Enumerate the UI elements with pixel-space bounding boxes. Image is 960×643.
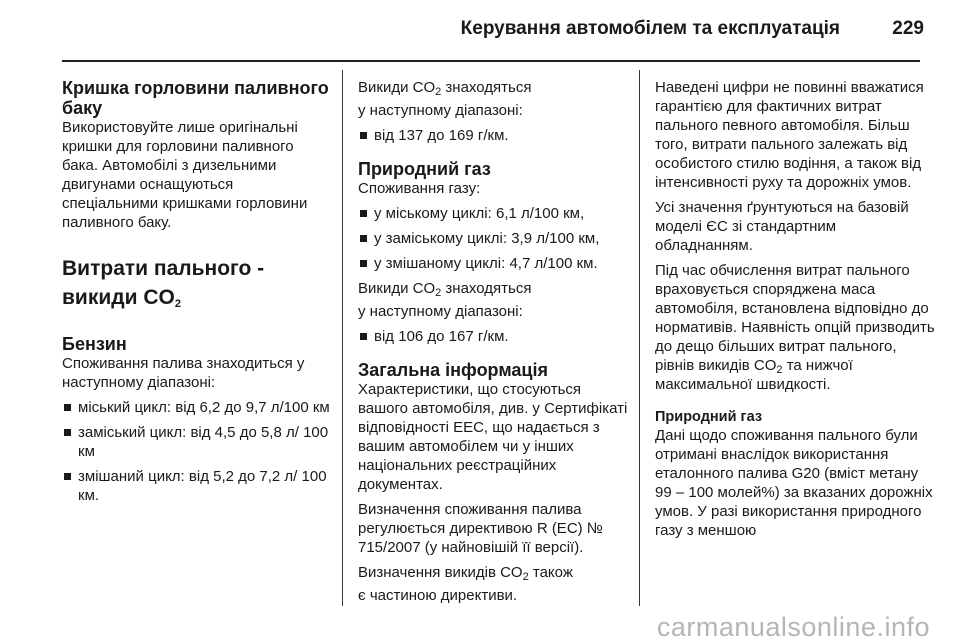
co2-definition: Визначення викидів $CO_2$ також xyxy=(358,564,573,583)
co2-gas-intro-line2: у наступному діапазоні: xyxy=(358,303,523,320)
natgas-heading: Природний газ xyxy=(358,159,491,179)
list-item: міський цикл: від 6,2 до 9,7 л/100 км xyxy=(62,398,332,417)
list-item: від 137 до 169 г/км. xyxy=(358,126,628,145)
co2-petrol-intro: Викиди $CO_2$ знаходяться xyxy=(358,79,532,98)
column-2 xyxy=(358,78,628,605)
natgas-text: Дані щодо споживання пального були отримані внаслідок використання еталонного палива G20 (вміст метану 99 – 100 молей%) за вказаних дорожніх умов. У разі використання природного газу з меншою xyxy=(655,427,933,539)
calculation-text: Під час обчислення витрат пального враховується споряджена маса автомобіля, встановлена відповідно до нормативів. Наявність опцій призводить до дещо більших витрат пального, рівнів викидів $CO_2$ та нижчої максимальної швидкості. xyxy=(655,262,935,393)
directive-text: Визначення споживання палива регулюється директивою R (ЕС) № 715/2007 (у найновішій її версії). xyxy=(358,501,603,556)
co2-definition-line2: є частиною директиви. xyxy=(358,587,518,604)
fuel-cap-text: Використовуйте лише оригінальні кришки для горловини паливного бака. Автомобілі з дизельними двигунами оснащуються спеціальними кришками горловини паливного баку. xyxy=(62,119,308,231)
disclaimer-text: Наведені цифри не повинні вважатися гарантією для фактичних витрат пального певного автомобіля. Більш того, витрати пального залежать від особистого стилю водіння, а також від інтенсивності руху та дорожніх умов. xyxy=(655,79,924,191)
header-rule xyxy=(62,60,920,62)
general-text: Характеристики, що стосуються вашого автомобіля, див. у Сертифікаті відповідності ЕЕС, що надається з вашим автомобілем чи у інших національних реєстраційних документах. xyxy=(358,381,628,493)
list-item: у заміському циклі: 3,9 л/100 км, xyxy=(358,229,628,248)
co2-gas-intro: Викиди $CO_2$ знаходяться xyxy=(358,280,532,299)
fuel-cap-heading: Кришка горловини паливного баку xyxy=(62,78,329,118)
page-number: 229 xyxy=(892,18,924,39)
natgas-heading-col3: Природний газ xyxy=(655,409,763,425)
list-item: змішаний цикл: від 5,2 до 7,2 л/ 100 км. xyxy=(62,467,332,505)
petrol-intro: Споживання палива знаходиться у наступному діапазоні: xyxy=(62,355,305,391)
consumption-heading-line1: Витрати пального - xyxy=(62,257,265,280)
watermark: carmanualsonline.info xyxy=(656,612,930,642)
petrol-list xyxy=(62,398,332,505)
consumption-heading-line2: викиди $CO_2$ xyxy=(62,286,181,310)
list-item: у змішаному циклі: 4,7 л/100 км. xyxy=(358,254,628,273)
list-item: заміський цикл: від 4,5 до 5,8 л/ 100 км xyxy=(62,423,332,461)
co2-petrol-intro-line2: у наступному діапазоні: xyxy=(358,102,523,119)
column-divider-1 xyxy=(342,70,343,606)
header-title: Керування автомобілем та експлуатація xyxy=(460,18,840,39)
co2-petrol-list xyxy=(358,126,628,145)
column-1 xyxy=(62,78,332,505)
natgas-list xyxy=(358,204,628,273)
list-item: у міському циклі: 6,1 л/100 км, xyxy=(358,204,628,223)
column-divider-2 xyxy=(639,70,640,606)
list-item: від 106 до 167 г/км. xyxy=(358,327,628,346)
petrol-heading: Бензин xyxy=(62,334,127,354)
basis-text: Усі значення ґрунтуються на базовій моделі ЄС зі стандартним обладнанням. xyxy=(655,199,909,254)
co2-gas-list xyxy=(358,327,628,346)
column-3 xyxy=(655,78,935,540)
natgas-intro: Споживання газу: xyxy=(358,180,481,197)
general-heading: Загальна інформація xyxy=(358,360,548,380)
